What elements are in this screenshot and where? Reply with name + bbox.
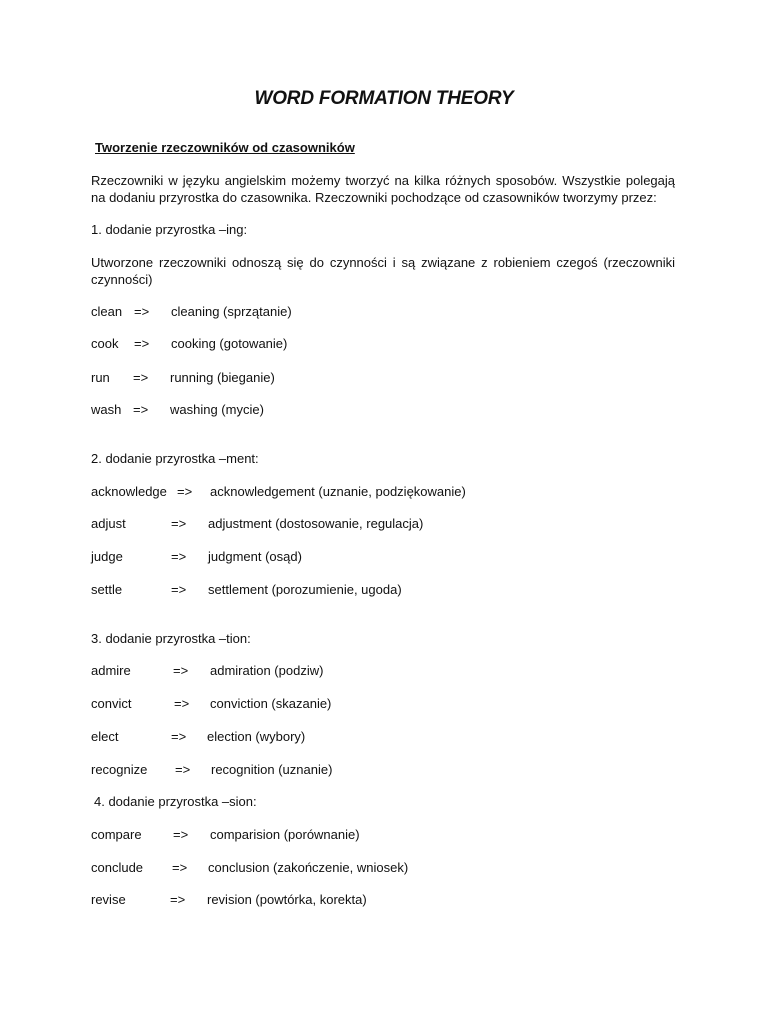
arrow: => xyxy=(172,860,188,875)
arrow: => xyxy=(133,370,149,385)
verb: revise xyxy=(91,892,126,907)
noun: cleaning (sprzątanie) xyxy=(171,304,292,319)
verb: judge xyxy=(91,549,123,564)
arrow: => xyxy=(174,696,190,711)
noun: adjustment (dostosowanie, regulacja) xyxy=(208,516,424,531)
section-subtitle: Tworzenie rzeczowników od czasowników xyxy=(95,140,355,155)
verb: admire xyxy=(91,663,131,678)
arrow: => xyxy=(171,729,187,744)
section-3-heading: 3. dodanie przyrostka –tion: xyxy=(91,631,251,646)
arrow: => xyxy=(134,336,150,351)
verb: clean xyxy=(91,304,123,319)
verb: acknowledge xyxy=(91,484,167,499)
verb: run xyxy=(91,370,110,385)
noun: conclusion (zakończenie, wniosek) xyxy=(208,860,409,875)
arrow: => xyxy=(171,549,187,564)
verb: cook xyxy=(91,336,119,351)
section-4-heading: 4. dodanie przyrostka –sion: xyxy=(94,794,257,809)
noun: running (bieganie) xyxy=(170,370,275,385)
arrow: => xyxy=(173,663,189,678)
noun: washing (mycie) xyxy=(170,402,264,417)
noun: admiration (podziw) xyxy=(210,663,324,678)
noun: cooking (gotowanie) xyxy=(171,336,288,351)
arrow: => xyxy=(134,304,150,319)
verb: settle xyxy=(91,582,123,597)
noun: recognition (uznanie) xyxy=(211,762,333,777)
verb: elect xyxy=(91,729,119,744)
arrow: => xyxy=(171,582,187,597)
verb: wash xyxy=(91,402,122,417)
section-1-heading: 1. dodanie przyrostka –ing: xyxy=(91,222,248,237)
noun: revision (powtórka, korekta) xyxy=(207,892,367,907)
verb: adjust xyxy=(91,516,126,531)
noun: settlement (porozumienie, ugoda) xyxy=(208,582,402,597)
verb: conclude xyxy=(91,860,144,875)
noun: judgment (osąd) xyxy=(208,549,302,564)
arrow: => xyxy=(171,516,187,531)
section-2-heading: 2. dodanie przyrostka –ment: xyxy=(91,451,259,466)
noun: comparision (porównanie) xyxy=(210,827,360,842)
verb: compare xyxy=(91,827,142,842)
arrow: => xyxy=(177,484,193,499)
noun: election (wybory) xyxy=(207,729,306,744)
document-title: WORD FORMATION THEORY xyxy=(254,88,514,109)
arrow: => xyxy=(173,827,189,842)
arrow: => xyxy=(133,402,149,417)
intro-paragraph: Rzeczowniki w języku angielskim możemy tworzyć na kilka różnych sposobów. Wszystkie polegają na dodaniu przyrostka do czasownika. Rzeczowniki pochodzące od czasowników tworzymy przez: xyxy=(91,173,675,205)
verb: convict xyxy=(91,696,132,711)
verb: recognize xyxy=(91,762,148,777)
arrow: => xyxy=(170,892,186,907)
noun: acknowledgement (uznanie, podziękowanie) xyxy=(210,484,466,499)
section-1-note: Utworzone rzeczowniki odnoszą się do czynności i są związane z robieniem czegoś (rzeczowniki czynności) xyxy=(91,255,675,287)
arrow: => xyxy=(175,762,191,777)
noun: conviction (skazanie) xyxy=(210,696,332,711)
